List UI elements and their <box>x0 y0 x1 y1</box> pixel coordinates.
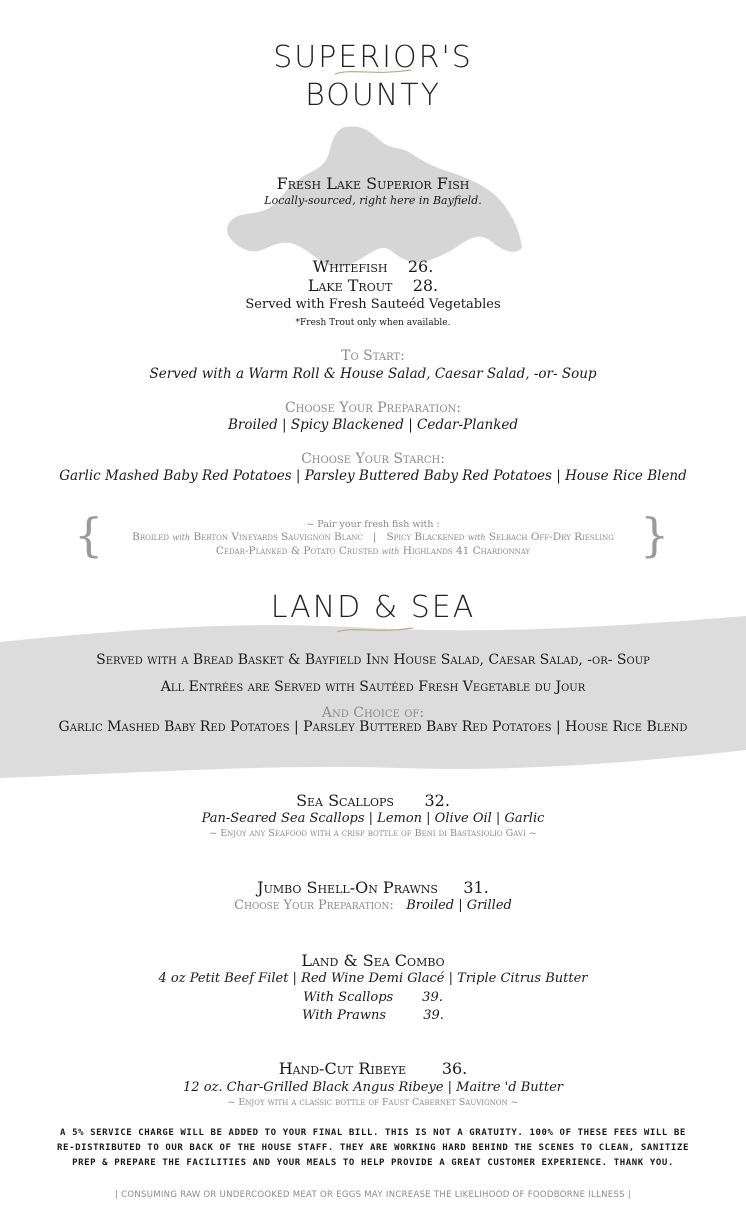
option-name: With Prawns <box>302 1008 386 1023</box>
menu-item-ribeye <box>0 1059 746 1078</box>
banner-line1: Served with a Bread Basket & Bayfield Inn House Salad, Caesar Salad, -or- Soup <box>96 652 650 668</box>
menu-item-lake-trout <box>0 276 746 295</box>
fish-prep-text: Broiled | Spicy Blackened | Cedar-Planked <box>227 417 519 433</box>
fish-served-with: Served with Fresh Sauteéd Vegetables <box>245 297 501 312</box>
option-price: 39. <box>422 990 443 1005</box>
land-sea-swash-divider <box>335 624 415 636</box>
combo-desc: 4 oz Petit Beef Filet | Red Wine Demi Glacé | Triple Citrus Butter <box>158 971 588 986</box>
ribeye-desc: 12 oz. Char-Grilled Black Angus Ribeye | Maitre 'd Butter <box>183 1080 563 1095</box>
item-name: Jumbo Shell-On Prawns <box>257 878 438 897</box>
prawns-prep-label: Choose Your Preparation: <box>234 898 394 913</box>
fish-starch-label: Choose Your Starch: <box>301 451 445 467</box>
fish-trout-note: *Fresh Trout only when available. <box>295 318 451 328</box>
right-brace-icon: } <box>640 508 670 562</box>
left-brace-icon: { <box>74 508 104 562</box>
fish-prep-label: Choose Your Preparation: <box>284 400 462 416</box>
fish-subheading: Locally-sourced, right here in Bayfield. <box>264 194 482 207</box>
item-name: Sea Scallops <box>296 791 394 810</box>
menu-item-sea-scallops <box>0 791 746 810</box>
prawns-prep-text: Broiled | Grilled <box>406 898 512 913</box>
land-sea-title: LAND & SEA <box>270 590 476 625</box>
menu-item-whitefish <box>0 257 746 276</box>
pair-with: with <box>467 533 486 542</box>
pair-line1 <box>0 531 746 543</box>
menu-title-line2: BOUNTY <box>305 78 441 113</box>
prawns-prep <box>0 898 746 913</box>
item-name: Hand-Cut Ribeye <box>278 1059 407 1078</box>
grey-banner-wave <box>0 612 746 780</box>
item-price: 26. <box>407 257 434 276</box>
combo-option-prawns <box>0 1008 746 1023</box>
banner-choice-text: Garlic Mashed Baby Red Potatoes | Parsley Buttered Baby Red Potatoes | House Rice Blend <box>58 719 688 735</box>
option-name: With Scallops <box>303 990 394 1005</box>
scallops-pairing: ~ Enjoy any Seafood with a crisp bottle of Beni di Bastasiolio Gavi ~ <box>209 828 537 839</box>
to-start-label: To Start: <box>341 348 405 364</box>
pair-prep: Broiled <box>132 531 170 543</box>
pair-wine: Selbach Off-Dry Riesling <box>488 531 614 543</box>
scallops-desc: Pan-Seared Sea Scallops | Lemon | Olive Oil | Garlic <box>201 811 545 826</box>
title-swash-divider <box>333 66 413 78</box>
item-price: 31. <box>463 878 489 897</box>
menu-item-combo: Land & Sea Combo <box>301 951 445 970</box>
item-name: Lake Trout <box>307 276 393 295</box>
option-price: 39. <box>423 1008 444 1023</box>
item-price: 36. <box>441 1059 468 1078</box>
pair-line2 <box>0 545 746 557</box>
item-price: 32. <box>424 791 450 810</box>
foodborne-warning: | CONSUMING RAW OR UNDERCOOKED MEAT OR EGGS MAY INCREASE THE LIKELIHOOD OF FOODBORNE ILLNESS | <box>114 1190 632 1200</box>
item-price: 28. <box>412 276 439 295</box>
menu-title-line1: SUPERIOR'S <box>273 40 473 75</box>
ribeye-pairing: ~ Enjoy with a classic bottle of Faust Cabernet Sauvignon ~ <box>227 1097 519 1108</box>
menu-item-prawns <box>0 878 746 897</box>
pair-prep: Spicy Blackened <box>386 531 465 543</box>
to-start-text: Served with a Warm Roll & House Salad, Caesar Salad, -or- Soup <box>149 366 597 382</box>
item-name: Whitefish <box>312 257 388 276</box>
pair-wine: Berton Vineyards Sauvignon Blanc <box>193 531 363 543</box>
service-charge-line3: PREP & PREPARE THE FACILITIES AND YOUR MEALS TO HELP PROVIDE A GREAT CUSTOMER EXPERIENCE. THANK YOU. <box>72 1158 674 1168</box>
banner-line2: All Entrées are Served with Sautéed Fresh Vegetable du Jour <box>160 679 586 695</box>
combo-option-scallops <box>0 990 746 1005</box>
pair-wine: Highlands 41 Chardonnay <box>402 545 531 557</box>
fish-starch-text: Garlic Mashed Baby Red Potatoes | Parsley Buttered Baby Red Potatoes | House Rice Blend <box>59 468 687 484</box>
fish-heading: Fresh Lake Superior Fish <box>276 174 470 193</box>
pair-with: with <box>172 533 191 542</box>
banner-choice-label: And Choice of: <box>321 705 425 721</box>
pair-with: with <box>381 547 400 556</box>
pair-separator: | <box>372 531 377 543</box>
service-charge-line2: RE-DISTRIBUTED TO OUR BACK OF THE HOUSE STAFF. THEY ARE WORKING HARD BEHIND THE SCENES TO CLEAN, SANITIZE <box>57 1143 689 1153</box>
service-charge-line1: A 5% SERVICE CHARGE WILL BE ADDED TO YOUR FINAL BILL. THIS IS NOT A GRATUITY. 100% OF THESE FEES WILL BE <box>60 1128 686 1138</box>
pair-intro: ~ Pair your fresh fish with : <box>306 519 440 530</box>
pair-prep: Cedar-Planked & Potato Crusted <box>215 545 379 557</box>
